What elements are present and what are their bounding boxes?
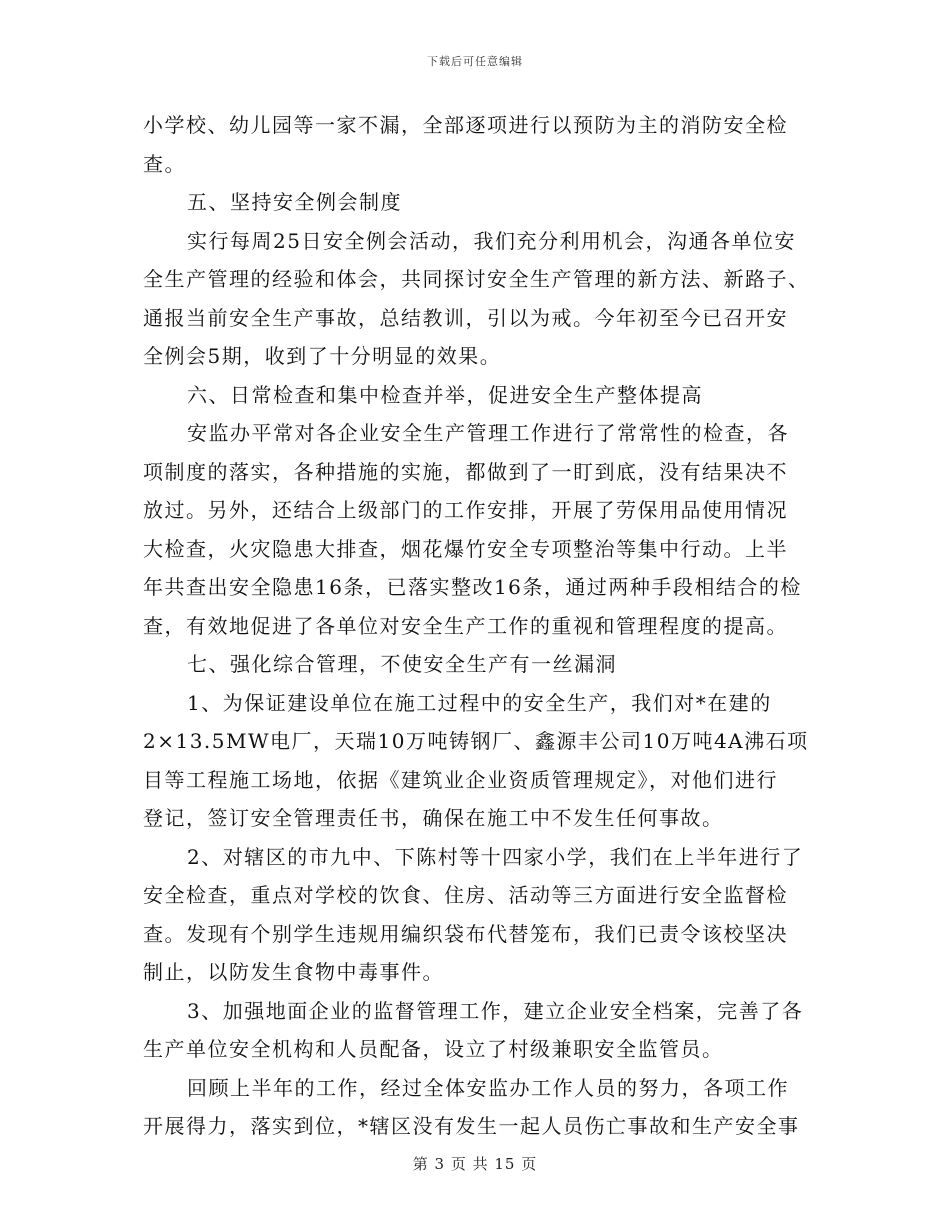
text-line: 3、加强地面企业的监督管理工作，建立企业安全档案，完善了各 bbox=[187, 998, 804, 1023]
section-heading: 七、强化综合管理，不使安全生产有一丝漏洞 bbox=[187, 652, 617, 676]
text-line: 安全检查，重点对学校的饮食、住房、活动等三方面进行安全监督检 bbox=[143, 883, 788, 907]
text-line: 回顾上半年的工作，经过全体安监办工作人员的努力，各项工作 bbox=[187, 1075, 789, 1100]
text-line: 查。 bbox=[143, 151, 186, 176]
text-line: 实行每周25日安全例会活动，我们充分利用机会，沟通各单位安 bbox=[187, 228, 796, 253]
text-line: 开展得力，落实到位，*辖区没有发生一起人员伤亡事故和生产安全事 bbox=[143, 1114, 800, 1138]
text-line: 全生产管理的经验和体会，共同探讨安全生产管理的新方法、新路子、 bbox=[143, 267, 810, 291]
section-heading: 六、日常检查和集中检查并举，促进安全生产整体提高 bbox=[187, 382, 703, 407]
section-heading: 五、坚持安全例会制度 bbox=[187, 190, 402, 214]
text-line: 2×13.5MW电厂，天瑞10万吨铸钢厂、鑫源丰公司10万吨4A沸石项 bbox=[143, 729, 809, 753]
page-header: 下载后可任意编辑 bbox=[427, 55, 523, 68]
text-line: 全例会5期，收到了十分明显的效果。 bbox=[143, 344, 502, 368]
text-line: 年共查出安全隐患16条，已落实整改16条，通过两种手段相结合的检 bbox=[143, 575, 802, 599]
text-line: 2、对辖区的市九中、下陈村等十四家小学，我们在上半年进行了 bbox=[187, 844, 804, 869]
text-line: 1、为保证建设单位在施工过程中的安全生产，我们对*在建的 bbox=[187, 690, 772, 715]
text-line: 查，有效地促进了各单位对安全生产工作的重视和管理程度的提高。 bbox=[143, 613, 788, 638]
text-line: 登记，签订安全管理责任书，确保在施工中不发生任何事故。 bbox=[143, 806, 724, 830]
text-line: 通报当前安全生产事故，总结教训，引以为戒。今年初至今已召开安 bbox=[143, 305, 788, 330]
text-line: 安监办平常对各企业安全生产管理工作进行了常常性的检查，各 bbox=[187, 421, 789, 445]
text-line: 生产单位安全机构和人员配备，设立了村级兼职安全监管员。 bbox=[143, 1037, 724, 1061]
text-line: 项制度的落实，各种措施的实施，都做到了一盯到底，没有结果决不 bbox=[143, 459, 788, 484]
text-line: 目等工程施工场地，依据《建筑业企业资质管理规定》，对他们进行 bbox=[143, 767, 778, 792]
text-line: 小学校、幼儿园等一家不漏，全部逐项进行以预防为主的消防安全检 bbox=[143, 113, 788, 137]
text-line: 大检查，火灾隐患大排查，烟花爆竹安全专项整治等集中行动。上半 bbox=[143, 536, 788, 561]
text-line: 查。发现有个别学生违规用编织袋布代替笼布，我们已责令该校坚决 bbox=[143, 921, 788, 946]
page-footer: 第 3 页 共 15 页 bbox=[412, 1155, 538, 1173]
document-body bbox=[143, 106, 815, 1146]
text-line: 制止，以防发生食物中毒事件。 bbox=[143, 960, 444, 984]
text-line: 放过。另外，还结合上级部门的工作安排，开展了劳保用品使用情况 bbox=[143, 498, 788, 522]
